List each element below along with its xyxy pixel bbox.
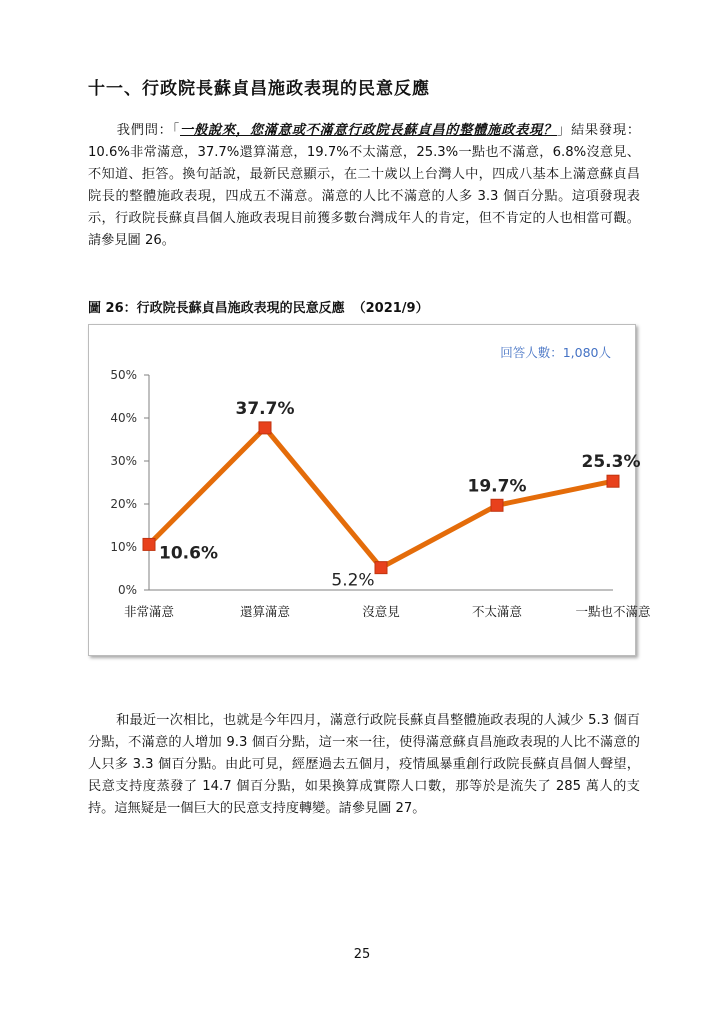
paragraph-comparison-text: 和最近一次相比，也就是今年四月，滿意行政院長蘇貞昌整體施政表現的人減少 5.3 個百分點，不滿意的人增加 9.3 個百分點，這一來一往，使得滿意蘇貞昌施政表現的人比不滿意的人只多 3.3 個百分點。由此可見，經歷過去五個月，疫情風暴重創行政院長蘇貞昌個人聲望，民意支持度蒸發了 14.7 個百分點，如果換算成實際人口數，那等於是流失了 285 萬人的支持。這無疑是一個巨大的民意支持度轉變。請參見圖 27。 bbox=[88, 713, 640, 816]
chart-frame bbox=[88, 324, 651, 656]
y-tick-label: 40% bbox=[110, 411, 137, 425]
y-tick-label: 50% bbox=[110, 368, 137, 382]
section-heading: 十一、行政院長蘇貞昌施政表現的民意反應 bbox=[88, 79, 430, 99]
data-value-label: 19.7% bbox=[467, 476, 527, 497]
paragraph-survey-result bbox=[88, 120, 640, 252]
y-tick-label: 20% bbox=[110, 497, 137, 511]
y-tick-label: 30% bbox=[110, 454, 137, 468]
data-point-marker bbox=[143, 538, 155, 550]
x-category-label: 還算滿意 bbox=[239, 604, 291, 619]
survey-question: 一般說來，您滿意或不滿意行政院長蘇貞昌的整體施政表現？ bbox=[180, 123, 557, 138]
x-category-label: 一點也不滿意 bbox=[575, 604, 651, 619]
data-point-marker bbox=[491, 499, 503, 511]
figure-date: （2021/9） bbox=[352, 301, 429, 316]
y-tick-label: 10% bbox=[110, 540, 137, 554]
x-category-label: 不太滿意 bbox=[471, 604, 523, 619]
paragraph-body: 」結果發現：10.6%非常滿意，37.7%還算滿意，19.7%不太滿意，25.3%一點也不滿意，6.8%沒意見、不知道、拒答。換句話說，最新民意顯示，在二十歲以上台灣人中，四成八基本上滿意蘇貞昌院長的整體施政表現，四成五不滿意。滿意的人比不滿意的人多 3.3 個百分點。這項發現表示，行政院長蘇貞昌個人施政表現目前獲多數台灣成年人的肯定，但不肯定的人也相當可觀。請參見圖 26。 bbox=[88, 123, 641, 248]
figure-label: 圖 26：行政院長蘇貞昌施政表現的民意反應 bbox=[88, 301, 345, 316]
respondents-note: 回答人數：1,080人 bbox=[500, 345, 611, 360]
paragraph-intro: 我們問：「 bbox=[116, 123, 180, 138]
data-point-marker bbox=[259, 422, 271, 434]
data-value-label: 37.7% bbox=[235, 398, 295, 419]
y-tick-label: 0% bbox=[117, 583, 137, 597]
data-point-marker bbox=[607, 475, 619, 487]
x-category-label: 沒意見 bbox=[362, 604, 400, 619]
data-value-label: 25.3% bbox=[581, 452, 641, 473]
page-number: 25 bbox=[353, 947, 371, 962]
data-value-label: 5.2% bbox=[331, 570, 375, 591]
line-chart bbox=[89, 325, 651, 655]
x-category-label: 非常滿意 bbox=[123, 604, 175, 619]
paragraph-comparison bbox=[88, 710, 640, 820]
data-point-marker bbox=[375, 562, 387, 574]
data-value-label: 10.6% bbox=[159, 543, 218, 564]
figure-caption bbox=[88, 297, 429, 316]
series-line bbox=[149, 428, 613, 568]
